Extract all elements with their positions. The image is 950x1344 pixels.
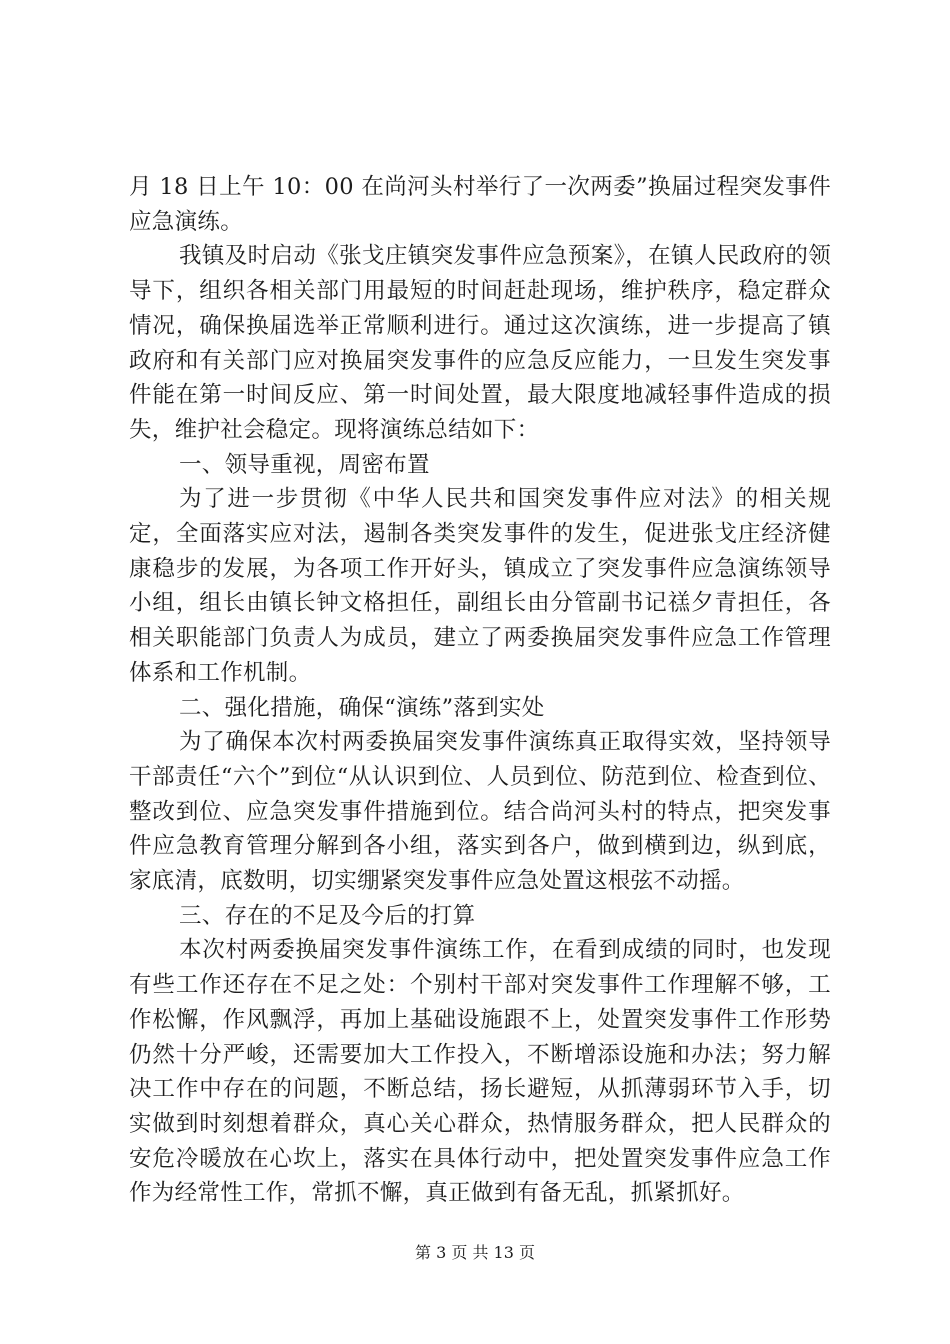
paragraph-continuation: 月 18 日上午 10：00 在尚河头村举行了一次两委”换届过程突发事件应急演练。 (129, 174, 831, 235)
document-body (129, 170, 831, 1211)
paragraph-intro: 我镇及时启动《张戈庄镇突发事件应急预案》，在镇人民政府的领导下，组织各相关部门用最短的时间赶赴现场，维护秩序，稳定群众情况，确保换届选举正常顺利进行。通过这次演练，进一步提高了镇政府和有关部门应对换届突发事件的应急反应能力，一旦发生突发事件能在第一时间反应、第一时间处置，最大限度地减轻事件造成的损失，维护社会稳定。现将演练总结如下： (129, 243, 831, 443)
page-number-footer: 第 3 页 共 13 页 (415, 1243, 535, 1262)
paragraph-section-3: 本次村两委换届突发事件演练工作，在看到成绩的同时，也发现有些工作还存在不足之处：个别村干部对突发事件工作理解不够，工作松懈，作风飘浮，再加上基础设施跟不上，处置突发事件工作形势仍然十分严峻，还需要加大工作投入，不断增添设施和办法；努力解决工作中存在的问题，不断总结，扬长避短，从抓薄弱环节入手，切实做到时刻想着群众，真心关心群众，热情服务群众，把人民群众的安危冷暖放在心坎上，落实在具体行动中，把处置突发事件应急工作作为经常性工作，常抓不懈，真正做到有备无乱，抓紧抓好。 (129, 937, 831, 1207)
section-heading-1: 一、领导重视，周密布置 (179, 451, 430, 478)
paragraph-section-1: 为了进一步贯彻《中华人民共和国突发事件应对法》的相关规定，全面落实应对法，遏制各类突发事件的发生，促进张戈庄经济健康稳步的发展，为各项工作开好头，镇成立了突发事件应急演练领导小组，组长由镇长钟文格担任，副组长由分管副书记禚夕青担任，各相关职能部门负责人为成员，建立了两委换届突发事件应急工作管理体系和工作机制。 (129, 486, 831, 686)
section-heading-2: 二、强化措施，确保“演练”落到实处 (179, 694, 545, 721)
section-heading-3: 三、存在的不足及今后的打算 (179, 902, 476, 929)
paragraph-section-2: 为了确保本次村两委换届突发事件演练真正取得实效，坚持领导干部责任“六个”到位“从认识到位、人员到位、防范到位、检查到位、整改到位、应急突发事件措施到位。结合尚河头村的特点，把突发事件应急教育管理分解到各小组，落实到各户，做到横到边，纵到底，家底清，底数明，切实绷紧突发事件应急处置这根弦不动摇。 (129, 729, 831, 895)
